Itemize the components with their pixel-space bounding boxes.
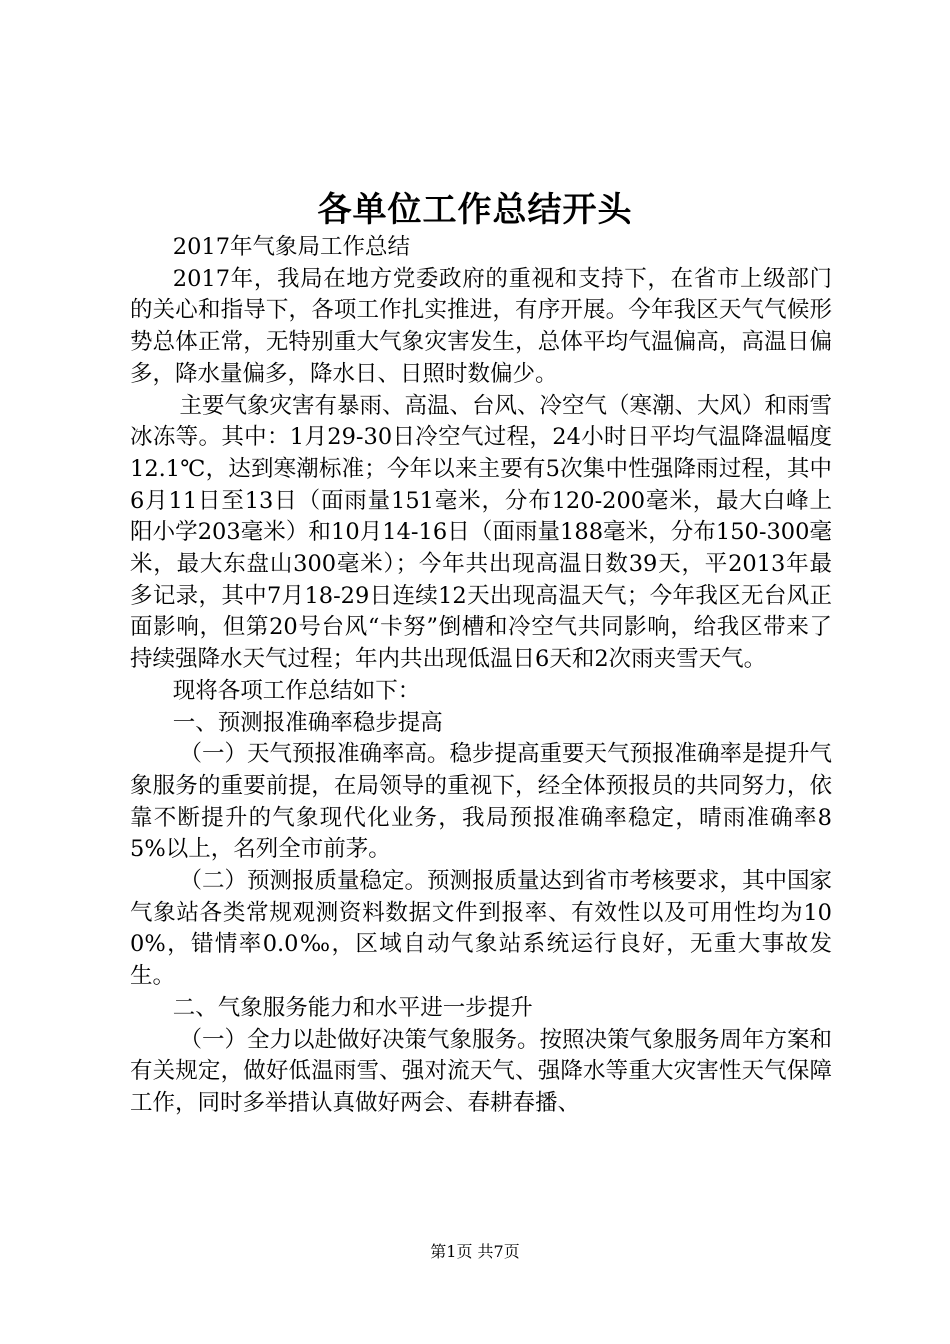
paragraph-intro: 2017年，我局在地方党委政府的重视和支持下，在省市上级部门的关心和指导下，各项工作扎实推进，有序开展。今年我区天气气候形势总体正常，无特别重大气象灾害发生，总体平均气温偏高，高温日偏多，降水量偏多，降水日、日照时数偏少。	[130, 265, 832, 387]
paragraph-disasters: 主要气象灾害有暴雨、高温、台风、冷空气（寒潮、大风）和雨雪冰冻等。其中：1月29-30日冷空气过程，24小时日平均气温降温幅度12.1℃，达到寒潮标准；今年以来主要有5次集中性强降雨过程，其中6月11日至13日（面雨量151毫米，分布120-200毫米，最大白峰上阳小学203毫米）和10月14-16日（面雨量188毫米，分布150-300毫米，最大东盘山300毫米）；今年共出现高温日数39天，平2013年最多记录，其中7月18-29日连续12天出现高温天气；今年我区无台风正面影响，但第20号台风“卡努”倒槽和冷空气共同影响，给我区带来了持续强降水天气过程；年内共出现低温日6天和2次雨夹雪天气。	[130, 392, 833, 673]
paragraph-forecast-quality: （二）预测报质量稳定。预测报质量达到省市考核要求，其中国家气象站各类常规观测资料数据文件到报率、有效性以及可用性均为100%，错情率0.0‰，区域自动气象站系统运行良好，无重大事故发生。	[130, 868, 833, 990]
document-title: 各单位工作总结开头	[317, 190, 633, 230]
section-heading-2: 二、气象服务能力和水平进一步提升	[172, 994, 533, 1021]
page-footer: 第1页 共7页	[430, 1242, 520, 1261]
paragraph-subtitle: 2017年气象局工作总结	[172, 234, 411, 260]
section-heading-1: 一、预测报准确率稳步提高	[172, 709, 443, 736]
paragraph-forecast-accuracy: （一）天气预报准确率高。稳步提高重要天气预报准确率是提升气象服务的重要前提，在局领导的重视下，经全体预报员的共同努力，依靠不断提升的气象现代化业务，我局预报准确率稳定，晴雨准确率85%以上，名列全市前茅。	[130, 741, 833, 863]
document-body	[130, 232, 832, 1120]
paragraph-summary-lead: 现将各项工作总结如下：	[172, 677, 421, 704]
paragraph-decision-service: （一）全力以赴做好决策气象服务。按照决策气象服务周年方案和有关规定，做好低温雨雪、强对流天气、强降水等重大灾害性天气保障工作，同时多举措认真做好两会、春耕春播、	[130, 1026, 833, 1116]
